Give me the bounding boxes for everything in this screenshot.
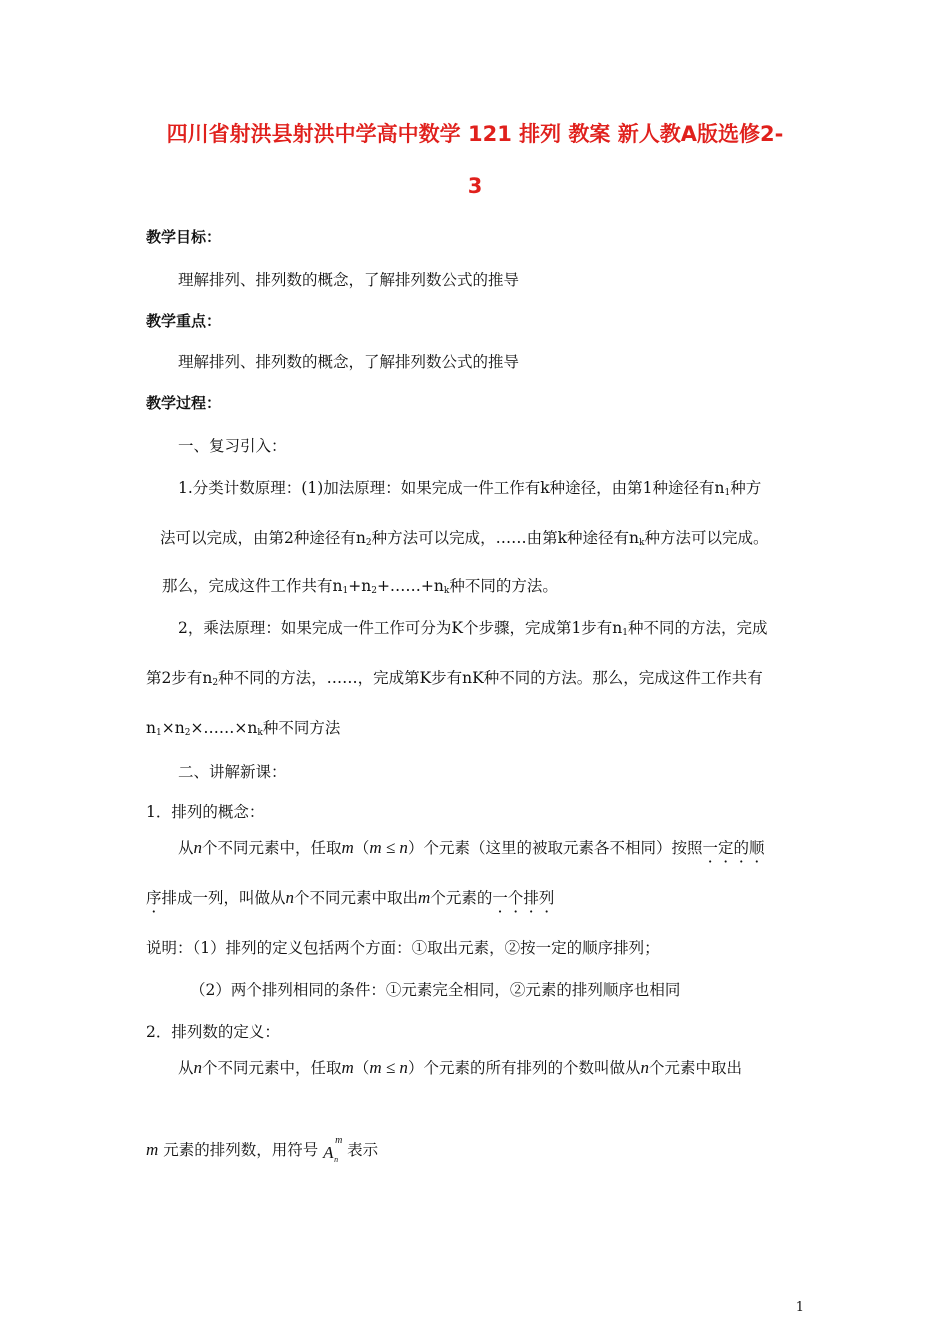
goal-text: 理解排列、排列数的概念，了解排列数公式的推导 bbox=[178, 271, 520, 289]
symbol-subscript: n bbox=[334, 1155, 339, 1164]
permutation-number-definition-line-1 bbox=[178, 1056, 742, 1078]
text-run: 排成一列，叫做从 bbox=[161, 889, 286, 907]
emphasis-character: 个 bbox=[507, 889, 524, 907]
text-run: 元素的排列数，用符号 bbox=[163, 1141, 319, 1159]
subscript: k bbox=[638, 538, 645, 548]
text-run: ×n bbox=[161, 719, 185, 737]
subscript: 1 bbox=[342, 586, 349, 596]
document-title-line-2: 3 bbox=[467, 174, 483, 198]
subscript: k bbox=[443, 586, 450, 596]
text-run: +……+n bbox=[376, 577, 444, 595]
text-run: （ bbox=[353, 1059, 370, 1077]
emphasis-character: 排 bbox=[523, 889, 539, 907]
text-run: ）个元素的所有排列的个数叫做从 bbox=[407, 1059, 641, 1077]
text-run: 第2步有n bbox=[146, 669, 213, 687]
emphasis-character: 序 bbox=[146, 889, 162, 907]
variable-m: m bbox=[418, 888, 431, 907]
variable-m: m bbox=[341, 1058, 354, 1077]
subscript: 2 bbox=[371, 586, 377, 596]
variable-n: n bbox=[193, 838, 203, 857]
text-run: 1.分类计数原理：(1)加法原理：如果完成一件工作有k种途径，由第1种途径有n bbox=[178, 479, 725, 497]
permutation-number-definition-line-2 bbox=[146, 1135, 379, 1164]
emphasis-character: 一 bbox=[702, 839, 718, 857]
subscript: 2 bbox=[365, 538, 372, 548]
emphasis-character: 定 bbox=[717, 839, 734, 857]
permutation-note-1: 说明：（1）排列的定义包括两个方面：①取出元素，②按一定的顺序排列； bbox=[146, 939, 660, 957]
emphasis-dotted-text bbox=[146, 889, 162, 907]
emphasis-dotted-text bbox=[702, 839, 764, 857]
variable-n: n bbox=[640, 1058, 649, 1077]
text-run: 法可以完成，由第2种途径有n bbox=[160, 529, 366, 547]
page-number: 1 bbox=[795, 1300, 804, 1315]
text-run: n bbox=[146, 719, 156, 737]
permutation-symbol bbox=[323, 1135, 347, 1164]
subscript: k bbox=[257, 728, 263, 738]
text-run: 个不同元素中取出 bbox=[294, 889, 419, 907]
text-run: 那么，完成这件工作共有n bbox=[162, 577, 343, 595]
focus-text: 理解排列、排列数的概念，了解排列数公式的推导 bbox=[178, 353, 520, 371]
addition-principle-line-1 bbox=[178, 476, 761, 498]
symbol-base: A bbox=[323, 1143, 334, 1162]
text-run: 个不同元素中，任取 bbox=[202, 1059, 342, 1077]
condition-m-le-n: m ≤ n bbox=[369, 1058, 408, 1077]
text-run: 2，乘法原理：如果完成一件工作可分为K个步骤，完成第1步有n bbox=[178, 619, 623, 637]
subscript: 1 bbox=[724, 488, 731, 498]
text-run: 从 bbox=[178, 839, 194, 857]
permutation-definition-line-2 bbox=[146, 886, 554, 908]
addition-principle-line-3 bbox=[162, 574, 558, 596]
emphasis-character: 一 bbox=[492, 889, 508, 907]
variable-m: m bbox=[146, 1140, 159, 1159]
multiplication-principle-line-2 bbox=[146, 666, 763, 688]
permutation-note-2: （2）两个排列相同的条件：①元素完全相同，②元素的排列顺序也相同 bbox=[190, 981, 681, 999]
focus-heading: 教学重点： bbox=[146, 312, 222, 330]
permutation-concept-heading: 1．排列的概念： bbox=[146, 803, 265, 821]
text-run: 从 bbox=[178, 1059, 194, 1077]
subscript: 1 bbox=[155, 728, 162, 738]
subscript: 1 bbox=[622, 628, 629, 638]
emphasis-character: 列 bbox=[538, 889, 555, 907]
text-run: 个元素中取出 bbox=[648, 1059, 742, 1077]
emphasis-dotted-text bbox=[492, 889, 554, 907]
multiplication-principle-line-1 bbox=[178, 616, 768, 638]
text-run: （ bbox=[353, 839, 370, 857]
text-run: 种不同方法 bbox=[262, 719, 341, 737]
text-run: 种不同的方法，完成 bbox=[628, 619, 768, 637]
text-run: +n bbox=[348, 577, 372, 595]
emphasis-character: 顺 bbox=[749, 839, 765, 857]
new-lesson-heading: 二、讲解新课： bbox=[178, 763, 287, 781]
process-heading: 教学过程： bbox=[146, 394, 222, 412]
multiplication-principle-line-3 bbox=[146, 716, 340, 738]
text-run: 个元素的 bbox=[430, 889, 493, 907]
text-run: ）个元素（这里的被取元素各不相同）按照 bbox=[407, 839, 703, 857]
text-run: 种方 bbox=[730, 479, 762, 497]
variable-n: n bbox=[285, 888, 295, 907]
variable-n: n bbox=[193, 1058, 203, 1077]
variable-m: m bbox=[341, 838, 354, 857]
text-run: 种不同的方法。 bbox=[449, 577, 558, 595]
goal-heading: 教学目标： bbox=[146, 228, 222, 246]
text-run: 种方法可以完成，……由第k种途径有n bbox=[371, 529, 639, 547]
review-heading: 一、复习引入： bbox=[178, 437, 287, 455]
condition-m-le-n: m ≤ n bbox=[369, 838, 408, 857]
permutation-definition-line-1 bbox=[178, 836, 765, 858]
symbol-superscript: m bbox=[335, 1135, 343, 1146]
text-run: ×……×n bbox=[190, 719, 258, 737]
text-run: 个不同元素中，任取 bbox=[202, 839, 342, 857]
document-title-line-1: 四川省射洪县射洪中学高中数学 121 排列 教案 新人教A版选修2- bbox=[166, 122, 784, 146]
subscript: 2 bbox=[212, 678, 219, 688]
text-run: 种方法可以完成。 bbox=[644, 529, 769, 547]
subscript: 2 bbox=[184, 728, 191, 738]
emphasis-character: 的 bbox=[733, 839, 749, 857]
addition-principle-line-2 bbox=[160, 526, 768, 548]
text-run: 表示 bbox=[347, 1141, 379, 1159]
text-run: 种不同的方法，……，完成第K步有nK种不同的方法。那么，完成这件工作共有 bbox=[218, 669, 763, 687]
permutation-number-heading: 2．排列数的定义： bbox=[146, 1023, 280, 1041]
